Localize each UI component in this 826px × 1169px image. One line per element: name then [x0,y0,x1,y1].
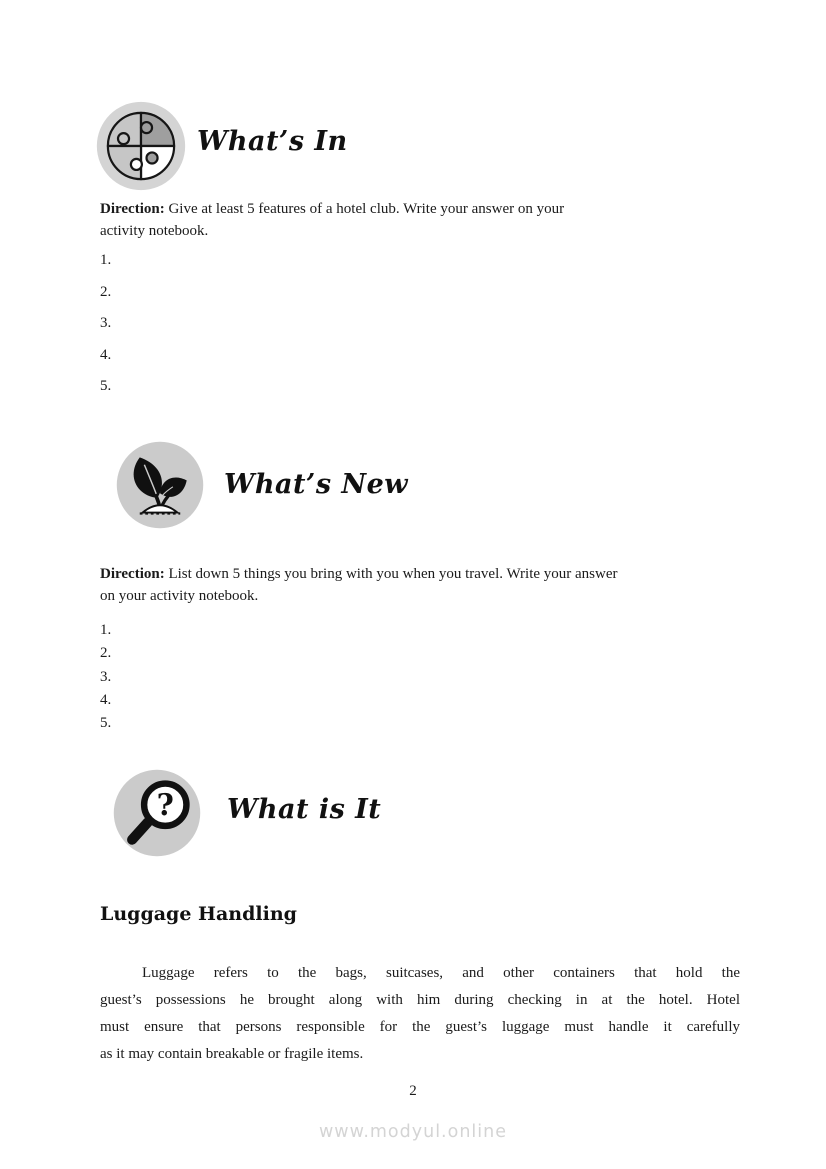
whats-new-answer-list [100,622,111,738]
list-item: 1. [100,622,112,638]
what-is-it-heading: What is It [227,794,382,825]
list-item: 1. [100,252,112,268]
luggage-handling-subheading: Luggage Handling [100,903,297,925]
list-item: 2. [100,283,112,300]
puzzle-icon-svg [95,100,187,192]
magnifier-question-icon-svg [111,767,203,859]
direction-line [100,564,618,586]
paragraph-line: Luggage refers to the bags, suitcases, and other containers that hold the [142,965,740,981]
puzzle-icon [95,100,187,192]
whats-new-direction [100,564,618,607]
paragraph-line: must ensure that persons responsible for the guest’s luggage must handle it carefully [100,1019,740,1035]
list-item: 4. [100,346,112,363]
whats-in-answer-list [100,252,111,410]
list-item: 4. [100,691,112,708]
paragraph-line: guest’s possessions he brought along with him during checking in at the hotel. Hotel [100,992,740,1008]
seedling-icon-svg [114,439,206,531]
whats-in-direction [100,199,564,242]
luggage-paragraph [100,960,740,1068]
list-item: 2. [100,645,112,662]
seedling-icon [114,439,206,531]
magnifier-question-icon [111,767,203,859]
direction-text: Give at least 5 features of a hotel club. Write your answer on your [164,201,565,217]
direction-line: on your activity notebook. [100,587,259,604]
direction-text: List down 5 things you bring with you when you travel. Write your answer [164,566,618,582]
direction-line: activity notebook. [100,222,209,239]
list-item: 3. [100,668,112,685]
svg-text:?: ? [156,786,174,822]
list-item: 5. [100,378,112,394]
whats-in-heading: What’s In [197,126,348,157]
direction-label: Direction: [100,201,165,217]
list-item: 5. [100,715,112,732]
whats-new-heading: What’s New [224,469,409,500]
watermark: www.modyul.online [318,1122,507,1142]
direction-line [100,199,564,221]
direction-label: Direction: [100,566,165,582]
list-item: 3. [100,315,112,331]
paragraph-line: as it may contain breakable or fragile items. [100,1046,364,1062]
page-number: 2 [409,1083,417,1099]
